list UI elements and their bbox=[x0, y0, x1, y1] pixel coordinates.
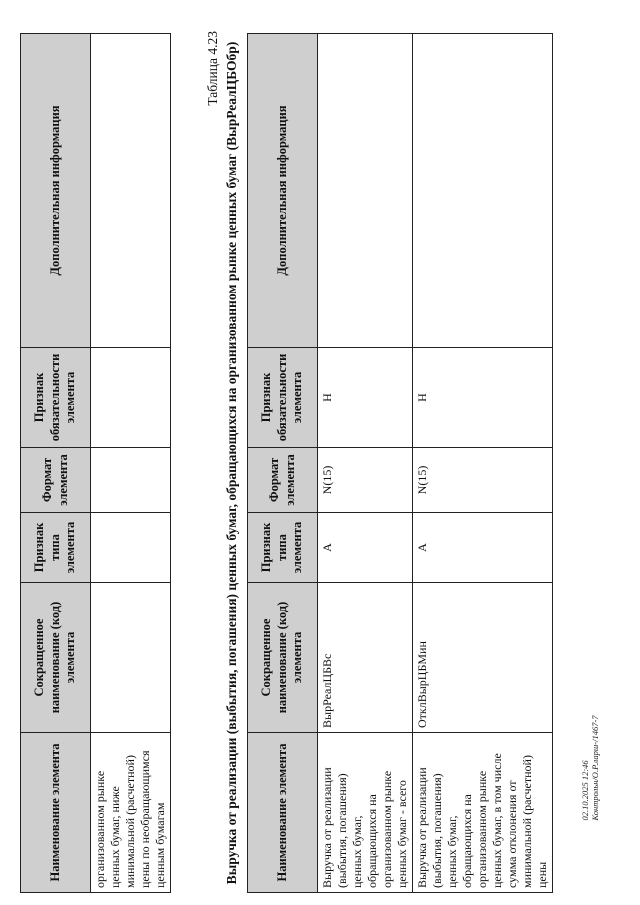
cell-format: N(15) bbox=[318, 448, 413, 513]
table2-header-code: Сокращенное наименование (код) элемента bbox=[248, 583, 318, 733]
footer-code: Контрольн/О.Р.ларш-/1467-7 bbox=[590, 715, 600, 821]
table2-header-name: Наименование элемента bbox=[248, 733, 318, 893]
table-row bbox=[413, 34, 553, 893]
cell-info bbox=[318, 34, 413, 348]
cell-name: Выручка от реализации (выбытия, погашения) ценных бумаг, обращающихся на организованном рынке ценных бумаг - всего bbox=[318, 733, 413, 893]
cell-format: N(15) bbox=[413, 448, 553, 513]
table1-header-type: Признак типа элемента bbox=[21, 513, 91, 583]
table2-header-format: Формат элемента bbox=[248, 448, 318, 513]
data-table bbox=[247, 33, 553, 893]
rotated-document-sheet bbox=[20, 13, 620, 893]
table1-header-info: Дополнительная информация bbox=[21, 34, 91, 348]
cell-required: Н bbox=[413, 348, 553, 448]
table2-header-required: Признак обязательности элемента bbox=[248, 348, 318, 448]
table1-header-required: Признак обязательности элемента bbox=[21, 348, 91, 448]
table-continuation bbox=[20, 33, 171, 893]
footer-timestamp: 02.10.2025 12:46 bbox=[579, 760, 590, 821]
table1-header-code: Сокращенное наименование (код) элемента bbox=[21, 583, 91, 733]
table-row bbox=[318, 34, 413, 893]
table1-header-name: Наименование элемента bbox=[21, 733, 91, 893]
table-row bbox=[91, 34, 171, 893]
cell-name: Выручка от реализации (выбытия, погашения) ценных бумаг, обращающихся на организованном рынке ценных бумаг, в том числе сумма отклонения от минимальной (расчетной) цены bbox=[413, 733, 553, 893]
footer-stamp bbox=[580, 715, 600, 820]
cell-code: ВырРеалЦБВс bbox=[318, 583, 413, 733]
table-label: Таблица 4.23 bbox=[205, 31, 220, 106]
table1-cell-name: организованном рынке ценных бумаг, ниже минимальной (расчетной) цены по необращающимся ценным бумагам bbox=[91, 733, 171, 893]
cell-required: Н bbox=[318, 348, 413, 448]
table1-cell-info bbox=[91, 34, 171, 348]
table1-cell-code bbox=[91, 583, 171, 733]
cell-info bbox=[413, 34, 553, 348]
table2-header-type: Признак типа элемента bbox=[248, 513, 318, 583]
table-title: Выручка от реализации (выбытия, погашения) ценных бумаг, обращающихся на организованном рынке ценных бумаг (ВырРеалЦБОбр) bbox=[224, 41, 239, 885]
cell-type: А bbox=[318, 513, 413, 583]
table1-cell-format bbox=[91, 448, 171, 513]
table2-header-row bbox=[248, 34, 318, 893]
cell-code: ОтклВырЦБМин bbox=[413, 583, 553, 733]
table1-header-row bbox=[21, 34, 91, 893]
table1-cell-type bbox=[91, 513, 171, 583]
table2-header-info: Дополнительная информация bbox=[248, 34, 318, 348]
table1-cell-required bbox=[91, 348, 171, 448]
cell-type: А bbox=[413, 513, 553, 583]
table1-header-format: Формат элемента bbox=[21, 448, 91, 513]
